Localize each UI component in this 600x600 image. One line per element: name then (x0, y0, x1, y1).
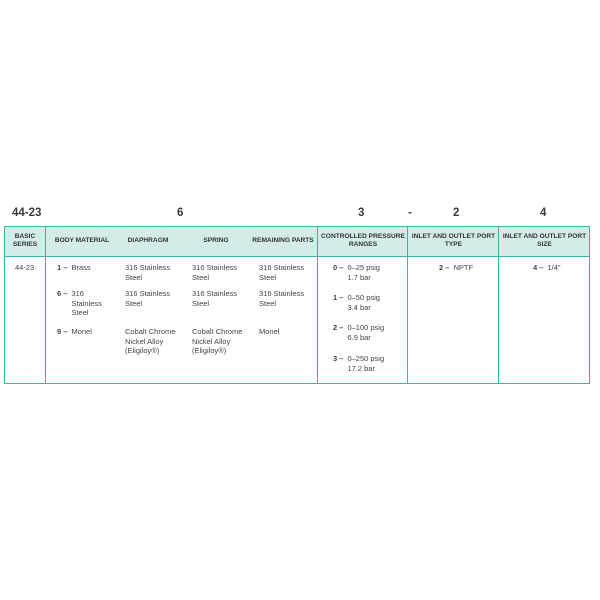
option-label: NPTF (453, 263, 474, 272)
header-port-type: INLET AND OUTLET PORT TYPE (411, 233, 496, 248)
option-code: 1 – (333, 293, 344, 302)
pressure-range-item (333, 354, 384, 373)
header-diaphragm: DIAPHRAGM (127, 237, 169, 244)
pressure-psig: 0–250 psig (347, 354, 385, 363)
diaphragm-value: Cobalt Chrome Nickel Alloy (Eligiloy®) (125, 327, 176, 355)
pressure-values (347, 354, 384, 373)
code-pressure: 3 (358, 207, 365, 219)
pressure-range-item (333, 263, 380, 282)
header-remaining-parts: REMAINING PARTS (252, 237, 314, 244)
pressure-bar: 1.7 bar (347, 272, 371, 282)
pressure-range-item (333, 293, 380, 312)
spring-value: Cobalt Chrome Nickel Alloy (Eligiloy®) (192, 327, 243, 355)
remaining-parts-value: Monel (259, 327, 280, 336)
option-label: Brass (71, 263, 91, 272)
pressure-range-item (333, 323, 384, 342)
diaphragm-value: 316 Stainless Steel (125, 289, 171, 308)
pressure-values (347, 263, 380, 282)
pressure-psig: 0–100 psig (347, 323, 385, 332)
option-label: 316 Stainless Steel (71, 289, 102, 317)
remaining-parts-value: 316 Stainless Steel (259, 289, 305, 308)
divider-material (317, 227, 318, 383)
body-material-item (57, 327, 115, 337)
header-pressure-ranges: CONTROLLED PRESSURE RANGES (321, 233, 405, 248)
body-material-item (57, 289, 115, 318)
option-code: 6 – (57, 289, 68, 298)
spring-value: 316 Stainless Steel (192, 263, 238, 282)
option-code: 1 – (57, 263, 68, 272)
header-basic-series: BASIC SERIES (12, 233, 38, 248)
ordering-table (4, 226, 590, 384)
option-code: 2 – (333, 323, 344, 332)
code-basic-series: 44-23 (12, 207, 42, 219)
option-code: 9 – (57, 327, 68, 336)
code-port-size: 4 (540, 207, 547, 219)
divider-pressure (407, 227, 408, 383)
header-spring: SPRING (203, 237, 229, 244)
pressure-values (347, 293, 380, 312)
pressure-bar: 3.4 bar (347, 302, 371, 312)
diaphragm-value: 316 Stainless Steel (125, 263, 171, 282)
divider-port-type (498, 227, 499, 383)
pressure-bar: 6.9 bar (347, 332, 371, 342)
spring-value: 316 Stainless Steel (192, 289, 238, 308)
option-label: Monel (71, 327, 92, 336)
pressure-psig: 0–50 psig (347, 293, 380, 302)
basic-series-value: 44-23 (15, 263, 35, 272)
port-size-item (533, 263, 561, 273)
option-code: 3 – (333, 354, 344, 363)
pressure-psig: 0–25 psig (347, 263, 380, 272)
code-material: 6 (177, 207, 184, 219)
header-port-size: INLET AND OUTLET PORT SIZE (502, 233, 587, 248)
remaining-parts-value: 316 Stainless Steel (259, 263, 305, 282)
body-material-item (57, 263, 115, 273)
code-port-type: 2 (453, 207, 460, 219)
code-dash: - (408, 207, 412, 219)
option-code: 2 – (439, 263, 450, 272)
option-code: 4 – (533, 263, 544, 272)
option-label: 1/4" (547, 263, 561, 272)
pressure-values (347, 323, 384, 342)
divider-basic (45, 227, 46, 383)
port-type-item (439, 263, 473, 273)
option-code: 0 – (333, 263, 344, 272)
pressure-bar: 17.2 bar (347, 363, 375, 373)
header-body-material: BODY MATERIAL (54, 237, 110, 244)
